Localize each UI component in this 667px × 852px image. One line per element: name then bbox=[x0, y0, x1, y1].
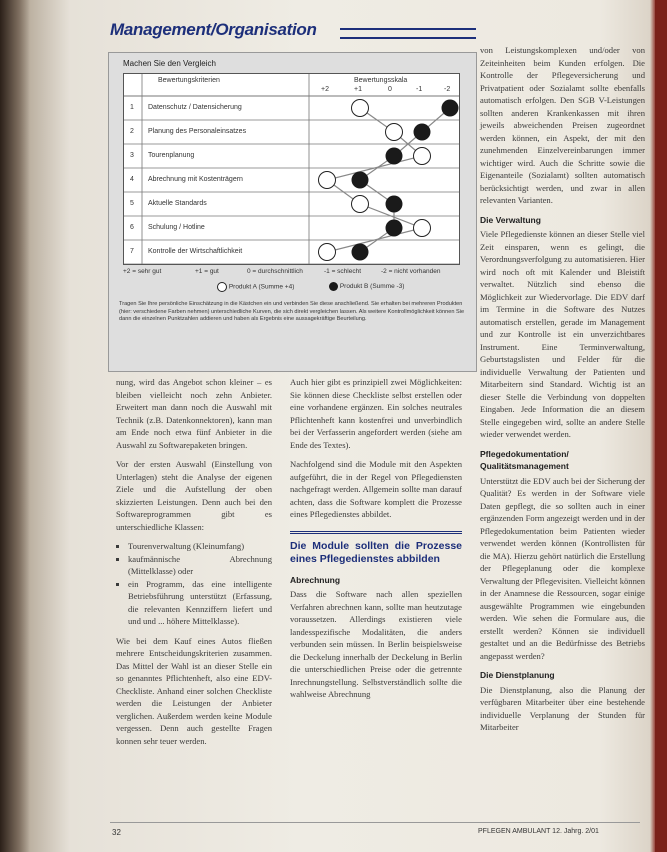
legend-scale-4: -1 = schlecht bbox=[324, 268, 362, 275]
product-b-point bbox=[414, 124, 431, 141]
product-a-point bbox=[319, 172, 336, 189]
paragraph: nung, wird das Angebot schon kleiner – es bleiben vielleicht noch zehn Anbieter. Erweitert man dann noch die Auswahl mit Technik (z.B. Datenkonnektoren), kann man am Ende noch etwa fünf Anbieter in die Auswahl zu Softwarepaketen bringen. bbox=[116, 377, 272, 450]
paragraph: Dass die Software nach allen speziellen Verfahren abrechnen kann, sollte man heutzutage voraussetzen. Allerdings existieren viele landesspezifische Modalitäten, die anders verbunden sein müssen. In Berlin beispielsweise die Deckelung innerhalb der Deckelung in Berlin die unterschiedlichen Preise oder die getrennte Inrechnungstellung. Selbstverständlich sollte die wahlweise Abrechnung bbox=[290, 589, 462, 699]
product-b-point bbox=[352, 172, 369, 189]
criterion-label: Planung des Personaleinsatzes bbox=[148, 128, 247, 135]
criterion-label: Kontrolle der Wirtschaftlichkeit bbox=[148, 248, 243, 255]
paragraph: Viele Pflegedienste können an dieser Stelle viel Zeit einsparen, wenn es gelingt, die Verordnungsverfolgung zu automatisieren. Hier wird noch oft mit Kalender und Bleistift verwaltet. Nützlich sind ebenso die Möglichkeit zur Wiedervorlage. Die EDV darf im Termine in die Software des Nutzes automatisch erstellen, gerade im Management und zur Kontrolle ist ein unverzichtbares Instrument. Eine Terminverwaltung, Geburtstagslisten und Felder für die individuelle Verwaltung der Patienten und Mitarbeitern sind Standard. Wichtig ist an dieser Stelle die Verbindung von doppelten Eingaben. Jede Information die an diesem Stelle eingegeben wird, sollte an andere Stelle wieder verwendet werden. bbox=[480, 229, 645, 439]
list-item: ▪ Tourenverwaltung (Kleinumfang) bbox=[128, 540, 272, 553]
row-number: 2 bbox=[130, 128, 134, 135]
product-a-point bbox=[352, 100, 369, 117]
paragraph: Die Dienstplanung, also die Planung der verfügbaren Mitarbeiter über eine bestehende individuelle Verplanung der Stunden für Mitarbeiter bbox=[480, 684, 645, 732]
subheading-verwaltung: Die Verwaltung bbox=[480, 214, 541, 225]
filled-circle-icon bbox=[329, 282, 338, 291]
comparison-chart bbox=[124, 74, 459, 264]
paragraph: Vor der ersten Auswahl (Einstellung von Unterlagen) steht die Analyse der eigenen Ziele und die Aufstellung der oben skizzierten Leistungen. Denn auch bei den Softwareprogrammen gibt es unterschiedliche Klassen: bbox=[116, 459, 272, 532]
comparison-box bbox=[108, 52, 477, 372]
text-column-3 bbox=[480, 44, 645, 741]
list-item: ▪ kaufmännische Abrechnung (Mittelklasse) oder bbox=[128, 553, 272, 578]
product-a-label: Produkt A (Summe +4) bbox=[228, 283, 295, 291]
heading-rule bbox=[340, 28, 476, 39]
product-a-point bbox=[414, 148, 431, 165]
scale-header: Bewertungsskala bbox=[354, 77, 408, 84]
subheading-abrechnung: Abrechnung bbox=[290, 574, 341, 585]
product-a-point bbox=[319, 244, 336, 261]
criterion-label: Tourenplanung bbox=[148, 152, 195, 159]
criterion-label: Schulung / Hotline bbox=[148, 224, 205, 231]
row-number: 6 bbox=[130, 224, 134, 231]
bullet-list bbox=[116, 540, 272, 628]
row-number: 4 bbox=[130, 176, 134, 183]
scale-tick: +1 bbox=[354, 86, 362, 93]
scale-tick: -1 bbox=[416, 86, 423, 93]
box-title: Machen Sie den Vergleich bbox=[123, 59, 216, 68]
product-a-point bbox=[414, 220, 431, 237]
legend-scale-5: -2 = nicht vorhanden bbox=[381, 268, 441, 275]
subheading-pflegedokumentation: Pflegedokumentation/ Qualitätsmanagement bbox=[480, 448, 569, 471]
paragraph: Unterstützt die EDV auch bei der Sicherung der Qualität? Es werden in der Software viele Daten gepflegt, die so sollten auch in einer ergänzenden Form angezeigt werden und in der Pflegedokumentation beim Patienten wieder verwendet werden können (Kontrollisten für die MA). Hierzu gehört natürlich die Erstellung der Pflegeplanung oder die komplexe Verwaltung der Pflegevisiten. Vielleicht können in der Anamnese die Ressourcen, sogar einige ausgewählte Programmen wie eingebunden werden. Wie sehen die Formulare aus, die erstellt werden? Können sie individuell gestaltet und an die Bedürfnisse des Betriebs angepasst werden? bbox=[480, 475, 645, 661]
legend-scale-2: +1 = gut bbox=[195, 268, 219, 275]
product-b-point bbox=[442, 100, 459, 117]
page-number: 32 bbox=[112, 828, 121, 837]
row-number: 5 bbox=[130, 200, 134, 207]
subheading-dienstplanung: Die Dienstplanung bbox=[480, 670, 555, 680]
product-b-point bbox=[386, 220, 403, 237]
product-a-point bbox=[386, 124, 403, 141]
book-spine-shadow bbox=[0, 0, 30, 852]
paragraph: Nachfolgend sind die Module mit den Aspekten aufgeführt, die in der Regel von Pflegediensten nachgefragt werden. Allgemein sollte man darauf achten, dass die Software komplett die Prozesse eines Pflegedienstes abbildet. bbox=[290, 459, 462, 519]
row-number: 1 bbox=[130, 104, 134, 111]
product-b-point bbox=[386, 196, 403, 213]
journal-footer: PFLEGEN AMBULANT 12. Jahrg. 2/01 bbox=[478, 828, 599, 835]
text-column-2 bbox=[290, 376, 462, 708]
criterion-label: Datenschutz / Datensicherung bbox=[148, 104, 242, 111]
open-circle-icon bbox=[217, 282, 227, 292]
legend-scale-1: +2 = sehr gut bbox=[123, 268, 162, 275]
product-b-point bbox=[386, 148, 403, 165]
paragraph: von Leistungskomplexen und/oder von Zeiteinheiten beim Kunden erfolgen. Die Kontrolle der Pflegeversicherung und Privatpatient oder Sozialamt sollte ebenfalls automatisch erfolgen. Den SGB V-Leistungen sollten anderen Krankenkassen mit ihren jeweils abweichenden Preisen zugeordnet werden können, ein Aspekt, der mit den zunehmenden Einzelvereinbarungen immer wichtiger wird. Auch die Schritte sowie die Eigenanteile (Sozialamt) sollten automatisch berücksichtigt werden, und zwar in allen relevanten Varianten. bbox=[480, 45, 645, 205]
paragraph: Auch hier gibt es prinzipiell zwei Möglichkeiten: Sie können diese Checkliste selbst erstellen oder eine vorhandene ergänzen. Ein solches neutrales Pflichtenheft kann kostenfrei und unverbindlich bei der Verfasserin angefordert werden (siehe am Ende des Textes). bbox=[290, 377, 462, 450]
criteria-header: Bewertungskriterien bbox=[158, 77, 220, 84]
legend-product-b bbox=[329, 282, 404, 291]
list-item: ▪ ein Programm, das eine intelligente Betriebsführung unterstützt (Erfassung, die relevanten Kennziffern liefert und und und ... höhere Mittelklasse). bbox=[128, 578, 272, 628]
paragraph: Wie bei dem Kauf eines Autos fließen mehrere Entscheidungskriterien zusammen. Das Mittel der Wahl ist an dieser Stelle ein so genanntes Pflichtenheft, also eine EDV-Checkliste. Anhand einer solchen Checkliste werden die Leistungen der Anbieter verglichen. Außerdem werden keine Module vergessen. Denn auch gestellte Fragen konnen sehr teuer werden. bbox=[116, 635, 272, 746]
row-number: 7 bbox=[130, 248, 134, 255]
module-heading: Die Module sollten die Prozesse eines Pflegedienstes abbilden bbox=[290, 531, 462, 566]
book-cover-edge bbox=[655, 0, 667, 852]
legend-product-a bbox=[217, 282, 294, 292]
section-heading: Management/Organisation bbox=[110, 20, 317, 39]
scale-tick: 0 bbox=[388, 86, 392, 93]
box-caption: Tragen Sie Ihre persönliche Einschätzung in die Kästchen ein und verbinden Sie diese anschließend. Sie erhalten bei mehreren Produkten (hier: verschiedene Farben nehmen) unterschiedliche Kurven, die sich direkt vergleichen lassen. Als weitere Kontrollmöglichkeit können Sie dann die einzelnen Punktzahlen addieren und haben als Ergebnis eine aussagekräftige Beurteilung. bbox=[119, 301, 465, 322]
product-b-line bbox=[360, 108, 450, 252]
row-number: 3 bbox=[130, 152, 134, 159]
comparison-table bbox=[123, 73, 460, 265]
scale-tick: -2 bbox=[444, 86, 451, 93]
product-a-line bbox=[327, 108, 422, 252]
text-column-1 bbox=[116, 376, 272, 754]
criterion-label: Aktuelle Standards bbox=[148, 200, 207, 207]
scale-tick: +2 bbox=[321, 86, 329, 93]
product-b-label: Produkt B (Summe -3) bbox=[339, 283, 405, 291]
product-b-point bbox=[352, 244, 369, 261]
legend-scale-3: 0 = durchschnittlich bbox=[247, 268, 303, 275]
criterion-label: Abrechnung mit Kostenträgern bbox=[148, 176, 243, 183]
footer-rule bbox=[110, 822, 640, 823]
product-a-point bbox=[352, 196, 369, 213]
